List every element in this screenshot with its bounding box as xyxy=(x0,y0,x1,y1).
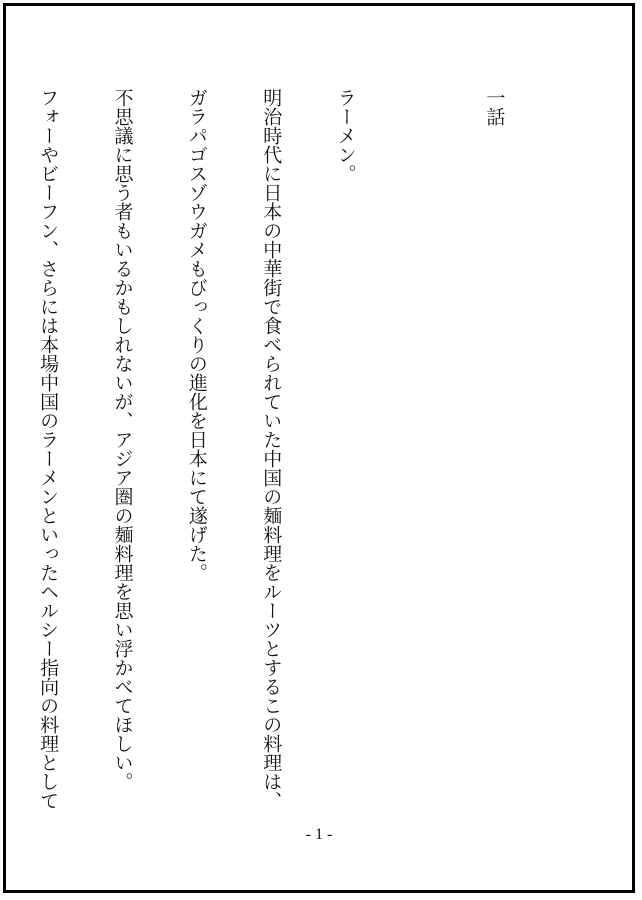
text-line: 明治時代に日本の中華街で食べられていた中国の麺料理をルーツとするこの料理は、 xyxy=(260,88,283,810)
vertical-text-body xyxy=(0,88,556,848)
text-line: 不思議に思う者もいるかもしれないが、アジア圏の麺料理を思い浮かべてほしい。 xyxy=(111,88,134,791)
text-line: ラーメン。 xyxy=(334,88,357,183)
blank-line xyxy=(407,88,432,848)
page-number: - 1 - xyxy=(305,826,333,843)
text-line: フォーやビーフン、さらには本場中国のラーメンといったヘルシー指向の料理として xyxy=(37,88,60,810)
chapter-title: 一話 xyxy=(483,88,506,126)
manuscript-page xyxy=(3,3,635,893)
text-line: ガラパゴスゾウガメもびっくりの進化を日本にて遂げた。 xyxy=(185,88,208,582)
